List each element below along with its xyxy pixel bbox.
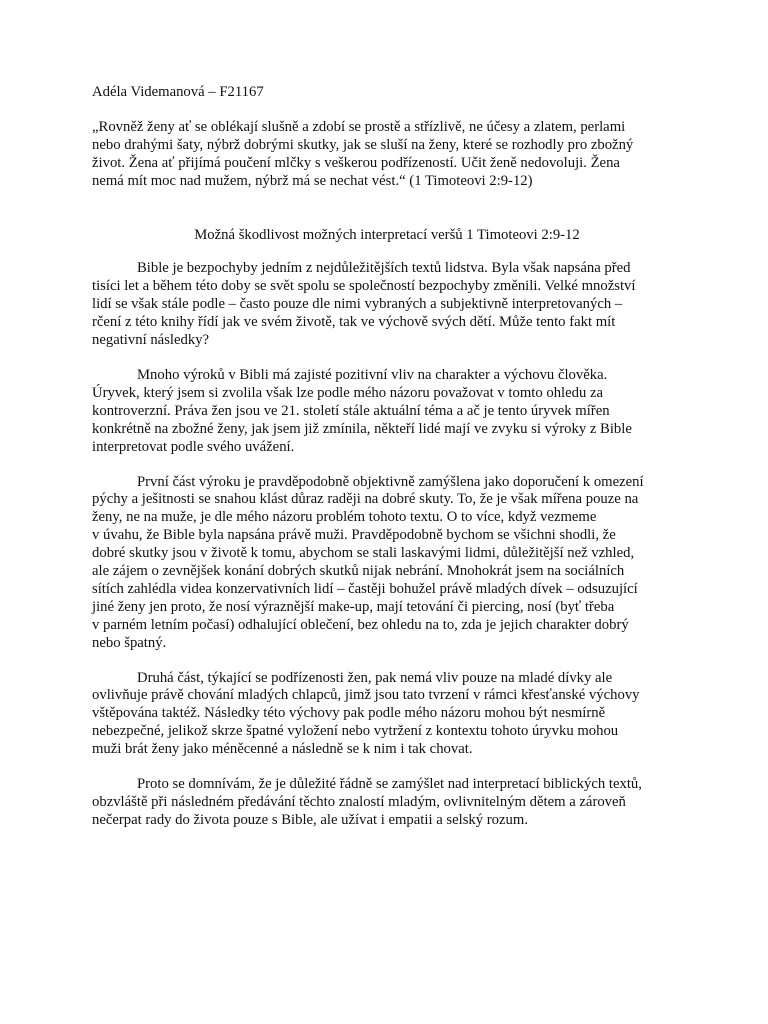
paragraph-line: tisíci let a během této doby se svět spolu se společností bezpochyby změnili. Velké množství [92,278,636,295]
paragraph-line: dobré skutky jsou v životě k tomu, abychom se stali laskavými lidmi, důležitější než vzhled, [92,545,635,562]
paragraph-line: Mnoho výroků v Bibli má zajisté pozitivní vliv na charakter a výchovu člověka. [137,366,608,383]
paragraph-line: ovlivňuje právě chování mladých chlapců, jimž jsou tato tvrzení v rámci křesťanské výchovy [92,687,640,704]
paragraph-line: v parném letním počasí) odhalující oblečení, bez ohledu na to, zda je jejich charakter dobrý [92,616,629,633]
bible-quote [92,119,682,191]
paragraph-line: Úryvek, který jsem si zvolila však lze podle mého názoru považovat v tomto ohledu za [92,384,604,401]
quote-line: nemá mít moc nad mužem, nýbrž má se nechat vést.“ (1 Timoteovi 2:9-12) [92,172,533,189]
paragraph-5 [92,776,682,830]
paragraph-line: Bible je bezpochyby jedním z nejdůležitějších textů lidstva. Byla však napsána před [137,260,631,277]
document-page [92,84,682,847]
paragraph-line: v úvahu, že Bible byla napsána právě muži. Pravděpodobně bychom se všichni shodli, že [92,527,616,544]
paragraph-line: ale zájem o zevnějšek konání dobrých skutků nijak nebrání. Mnohokrát jsem na sociálních [92,563,625,580]
paragraph-line: konkrétně na zbožné ženy, jak jsem již zmínila, někteří lidé mají ve zvyku si výroky z Bible [92,420,632,437]
essay-title: Možná škodlivost možných interpretací veršů 1 Timoteovi 2:9-12 [194,226,580,243]
author-line: Adéla Videmanová – F21167 [92,84,264,100]
paragraph-line: Proto se domnívám, že je důležité řádně se zamýšlet nad interpretací biblických textů, [137,776,642,793]
paragraph-line: negativní následky? [92,332,210,349]
paragraph-line: obzvláště při následném předávání těchto znalostí mladým, ovlivnitelným dětem a zároveň [92,794,626,810]
paragraph-line: lidí se však stále podle – často pouze dle nimi vybraných a subjektivně interpretovaných – [92,296,623,313]
paragraph-line: nebo špatný. [92,634,167,651]
quote-line: nebo drahými šaty, nýbrž dobrými skutky, jak se sluší na ženy, které se rozhodly pro zbožný [92,136,634,153]
paragraph-line: nečerpat rady do života pouze s Bible, ale užívat i empatii a selský rozum. [92,811,528,828]
paragraph-4 [92,670,682,760]
paragraph-line: sítích zahlédla videa konzervativních lidí – častěji bohužel právě mladých dívek – odsuzující [92,580,638,597]
paragraph-line: vštěpována taktéž. Následky této výchovy pak podle mého názoru mohou být nesmírně [92,705,606,722]
paragraph-line: První část výroku je pravděpodobně objektivně zamýšlena jako doporučení k omezení [137,473,644,490]
quote-line: „Rovněž ženy ať se oblékají slušně a zdobí se prostě a střízlivě, ne účesy a zlatem, perlami [92,118,626,135]
paragraph-line: ženy, ne na muže, je dle mého názoru problém tohoto textu. O to více, když vezmeme [92,509,597,526]
paragraph-line: Druhá část, týkající se podřízenosti žen, pak nemá vliv pouze na mladé dívky ale [137,669,613,686]
paragraph-line: rčení z této knihy řídí jak ve svém životě, tak ve výchově svých dětí. Může tento fakt mít [92,314,616,331]
quote-line: život. Žena ať přijímá poučení mlčky s veškerou podřízeností. Učit ženě nedovoluji. Žena [92,154,620,171]
paragraph-line: kontroverzní. Práva žen jsou ve 21. století stále aktuální téma a ač je tento úryvek mířen [92,402,610,419]
paragraph-line: muži brát ženy jako méněcenné a následně se k nim i tak chovat. [92,741,473,758]
paragraph-1 [92,260,682,350]
paragraph-3 [92,474,682,653]
paragraph-line: jiné ženy jen proto, že nosí výraznější make-up, mají tetování či piercing, nosí (byť třeba [92,598,615,615]
paragraph-line: pýchy a ješitnosti se snahou klást důraz raději na dobré skuty. To, že je však mířena pouze na [92,491,639,508]
paragraph-2 [92,367,682,457]
paragraph-line: interpretovat podle svého uvážení. [92,438,295,455]
paragraph-line: nebezpečné, jelikož skrze špatné vyložení nebo vytržení z kontextu tohoto úryvku mohou [92,723,619,740]
